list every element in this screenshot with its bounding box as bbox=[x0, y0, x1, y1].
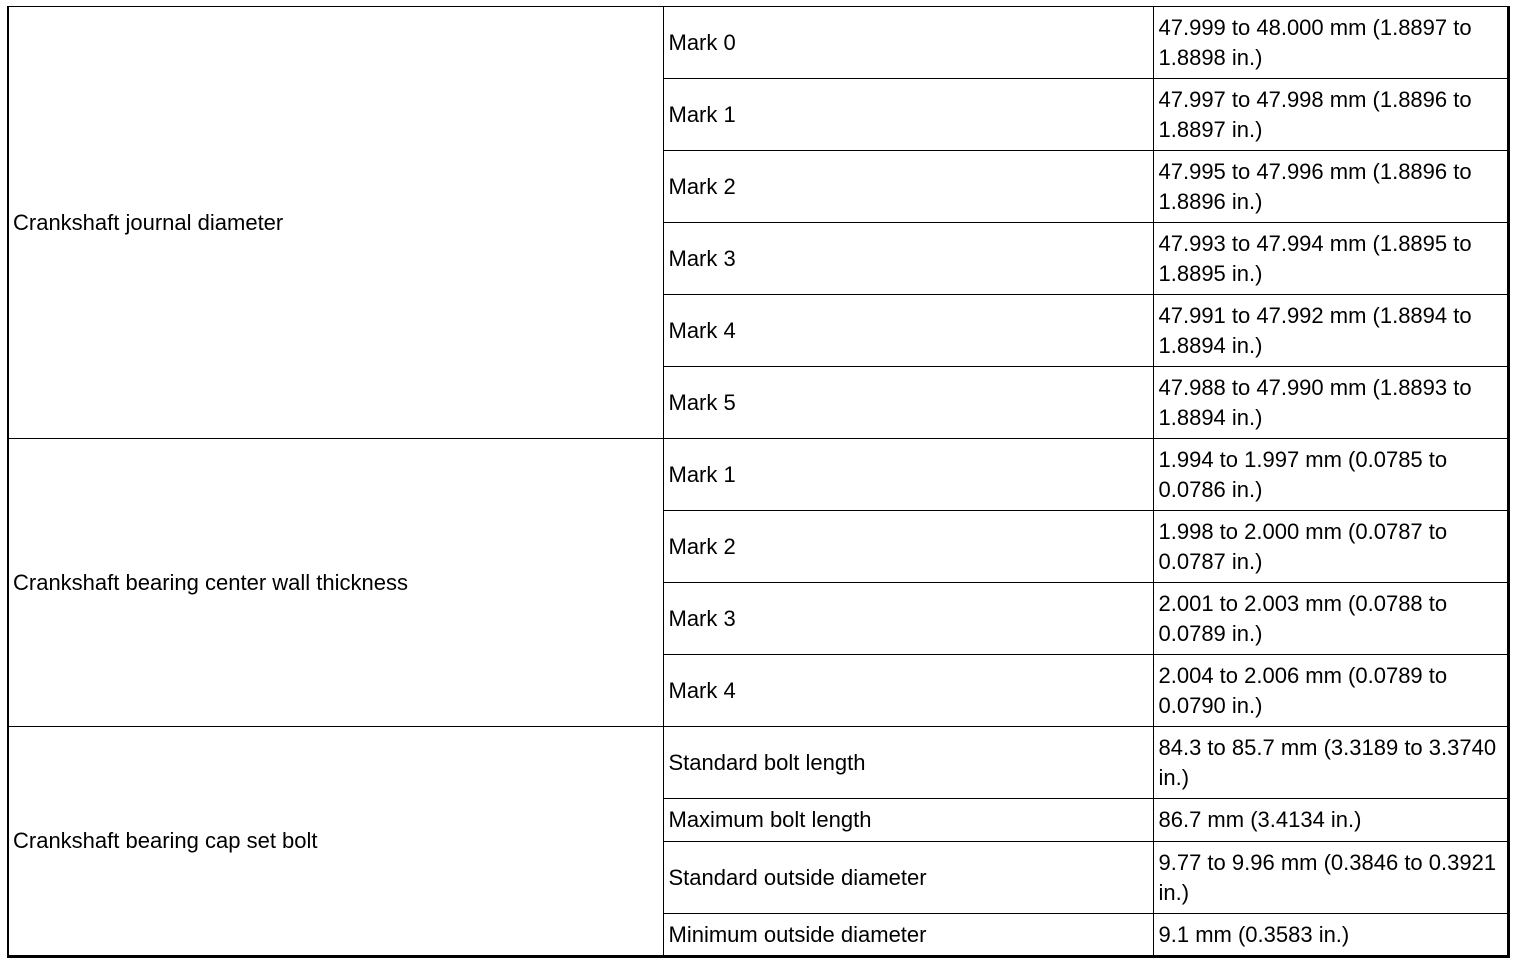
spec-value: 47.995 to 47.996 mm (1.8896 to 1.8896 in.) bbox=[1153, 151, 1508, 223]
spec-value: 1.994 to 1.997 mm (0.0785 to 0.0786 in.) bbox=[1153, 439, 1508, 511]
spec-item-cap-set-bolt: Crankshaft bearing cap set bolt bbox=[8, 727, 663, 957]
spec-item-journal-diameter: Crankshaft journal diameter bbox=[8, 7, 663, 439]
spec-label: Mark 1 bbox=[663, 439, 1153, 511]
spec-label: Mark 0 bbox=[663, 7, 1153, 79]
spec-label: Mark 3 bbox=[663, 583, 1153, 655]
table-row bbox=[8, 439, 1508, 511]
spec-label: Standard outside diameter bbox=[663, 842, 1153, 914]
table-row bbox=[8, 7, 1508, 79]
spec-label: Maximum bolt length bbox=[663, 799, 1153, 842]
spec-value: 47.991 to 47.992 mm (1.8894 to 1.8894 in.) bbox=[1153, 295, 1508, 367]
spec-label: Minimum outside diameter bbox=[663, 914, 1153, 957]
spec-label: Mark 5 bbox=[663, 367, 1153, 439]
spec-item-bearing-wall-thickness: Crankshaft bearing center wall thickness bbox=[8, 439, 663, 727]
spec-label: Standard bolt length bbox=[663, 727, 1153, 799]
spec-label: Mark 4 bbox=[663, 295, 1153, 367]
specification-table bbox=[7, 6, 1510, 958]
spec-value: 2.001 to 2.003 mm (0.0788 to 0.0789 in.) bbox=[1153, 583, 1508, 655]
spec-value: 1.998 to 2.000 mm (0.0787 to 0.0787 in.) bbox=[1153, 511, 1508, 583]
spec-label: Mark 2 bbox=[663, 511, 1153, 583]
spec-value: 47.993 to 47.994 mm (1.8895 to 1.8895 in.) bbox=[1153, 223, 1508, 295]
spec-label: Mark 4 bbox=[663, 655, 1153, 727]
spec-value: 86.7 mm (3.4134 in.) bbox=[1153, 799, 1508, 842]
spec-value: 47.999 to 48.000 mm (1.8897 to 1.8898 in.) bbox=[1153, 7, 1508, 79]
table-row bbox=[8, 727, 1508, 799]
spec-label: Mark 1 bbox=[663, 79, 1153, 151]
spec-value: 47.988 to 47.990 mm (1.8893 to 1.8894 in.) bbox=[1153, 367, 1508, 439]
spec-label: Mark 3 bbox=[663, 223, 1153, 295]
spec-value: 9.77 to 9.96 mm (0.3846 to 0.3921 in.) bbox=[1153, 842, 1508, 914]
spec-value: 2.004 to 2.006 mm (0.0789 to 0.0790 in.) bbox=[1153, 655, 1508, 727]
spec-value: 84.3 to 85.7 mm (3.3189 to 3.3740 in.) bbox=[1153, 727, 1508, 799]
spec-label: Mark 2 bbox=[663, 151, 1153, 223]
spec-value: 9.1 mm (0.3583 in.) bbox=[1153, 914, 1508, 957]
spec-value: 47.997 to 47.998 mm (1.8896 to 1.8897 in.) bbox=[1153, 79, 1508, 151]
